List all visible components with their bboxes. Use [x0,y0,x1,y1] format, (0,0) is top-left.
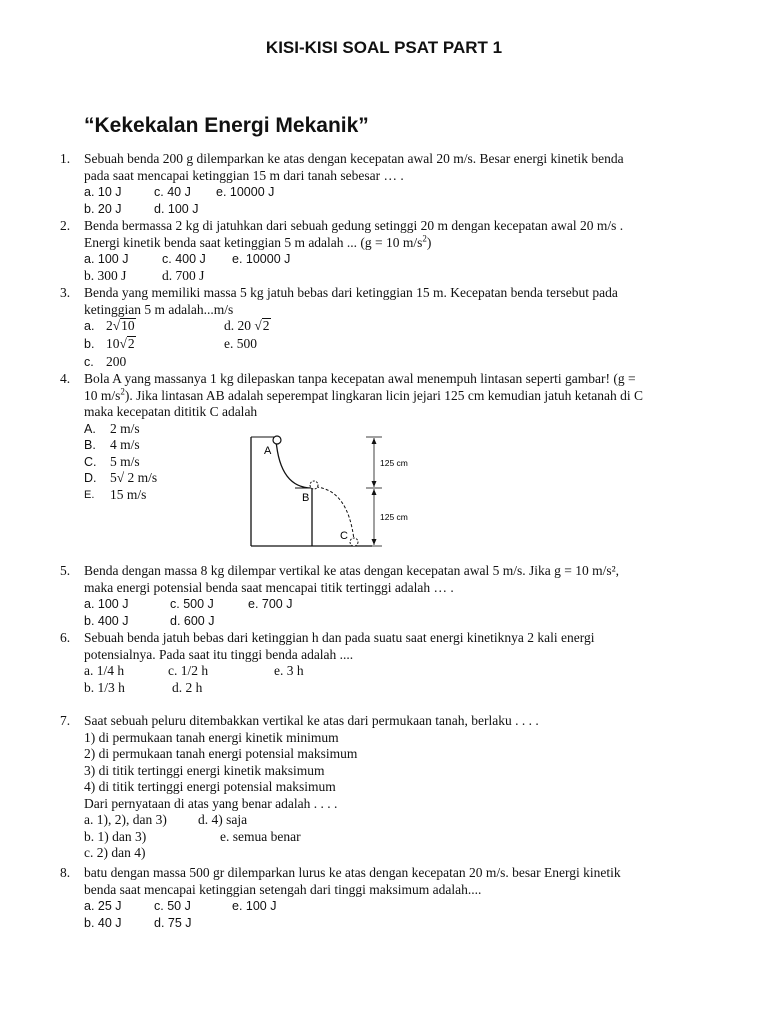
option-c: c. 40 J [154,185,191,199]
option-row [84,184,730,201]
question-stem: Benda yang memiliki massa 5 kg jatuh bebas dari ketinggian 15 m. Kecepatan benda tersebut pada ketinggian 5 m adalah...m/s [84,285,618,317]
option-b: b. 40 J [84,915,122,930]
option-row: A. 2 m/s [84,420,140,436]
option-b-letter: b. [84,337,95,351]
option-d: d. 20 √2 [224,318,270,333]
question-6 [60,630,730,696]
question-number: 8. [60,865,71,880]
option-b: b. 1/3 h [84,679,125,695]
option-row [84,336,730,354]
option-row [84,915,730,932]
ball-b-icon [310,481,318,489]
question-3 [60,285,730,371]
option-d: d. 600 J [170,613,215,628]
option-d: d. 75 J [154,915,192,930]
option-b: 10√2 [106,336,135,351]
question-number: 3. [60,285,71,300]
option-row: C. 5 m/s [84,453,140,469]
option-c: c. 500 J [170,597,214,611]
option-a: a. 1), 2), dan 3) [84,812,167,827]
option-d: d. 4) saja [198,812,248,827]
option-e: e. 500 [224,336,257,351]
option-c: c. 400 J [162,252,206,266]
question-stem: batu dengan massa 500 gr dilemparkan lurus ke atas dengan kecepatan 20 m/s. besar Energi kinetik benda saat mencapai ketinggian setengah dari tinggi maksimum adalah.... [84,865,621,897]
option-d: d. 100 J [154,201,199,216]
question-1 [60,151,730,217]
dimension-bottom: 125 cm [380,512,408,522]
question-prompt: Dari pernyataan di atas yang benar adalah . . . . [84,795,338,811]
question-number: 7. [60,713,71,728]
question-number: 4. [60,371,71,386]
option-d: 5√ 2 m/s [110,470,158,485]
question-stem: Sebuah benda jatuh bebas dari ketinggian h dan pada suatu saat energi kinetiknya 2 kali energi potensialnya. Pada saat itu tinggi benda adalah .... [84,630,595,662]
statement: 2) di permukaan tanah energi potensial maksimum [84,746,358,761]
option-row [84,829,730,846]
option-c: c. 2) dan 4) [84,845,146,860]
option-a: 2√10 [106,318,135,333]
option-row [84,251,730,268]
section-subtitle: “Kekekalan Energi Mekanik” [84,114,369,137]
option-row [84,680,730,697]
question-5 [60,563,730,629]
option-e: 15 m/s [110,486,147,502]
ball-a-icon [273,436,281,444]
question-number: 6. [60,630,71,645]
option-c: 200 [106,354,127,369]
quarter-circle-track-figure [250,432,425,550]
page-title: KISI-KISI SOAL PSAT PART 1 [265,38,503,57]
option-row [84,354,730,371]
option-a: 2 m/s [110,420,140,436]
option-b: b. 400 J [84,613,129,628]
option-row: B. 4 m/s [84,437,140,452]
option-a: a. 1/4 h [84,663,125,678]
option-c-letter: c. [84,355,94,369]
option-row [84,898,730,915]
option-d: d. 700 J [162,267,205,283]
option-row [84,812,730,829]
option-row [84,596,730,613]
option-a: a. 100 J [84,597,129,611]
option-e: e. 100 J [232,899,277,913]
option-d: d. 2 h [172,679,203,695]
option-e: e. 700 J [248,597,293,611]
option-a-letter: a. [84,319,95,333]
label-b: B [302,492,310,504]
option-e: e. 3 h [274,663,304,678]
option-row [84,613,730,630]
option-c: c. 1/2 h [168,663,209,678]
option-row [84,201,730,218]
question-stem: Benda bermassa 2 kg di jatuhkan dari sebuah gedung setinggi 20 m dengan kecepatan awal 20 m/s . Energi kinetik benda saat ketinggian 5 m adalah ... (g = 10 $m/s^2$) [84,218,624,250]
option-b: b. 20 J [84,201,122,216]
option-a: a. 10 J [84,185,122,199]
question-2 [60,218,730,284]
statement: 3) di titik tertinggi energi kinetik maksimum [84,762,325,778]
option-a: a. 100 J [84,252,129,266]
statement: 4) di titik tertinggi energi potensial maksimum [84,779,336,794]
question-number: 5. [60,563,71,578]
ball-c-icon [350,538,358,546]
option-c: 5 m/s [110,453,140,469]
question-stem: Sebuah benda 200 g dilemparkan ke atas dengan kecepatan awal 20 m/s. Besar energi kinetik benda pada saat mencapai ketinggian 15 m dari tanah sebesar … . [84,151,624,183]
question-number: 2. [60,218,71,233]
question-stem: Bola A yang massanya 1 kg dilepaskan tanpa kecepatan awal menempuh lintasan seperti gambar! (g = 10 $m/s^2$). Jika lintasan AB adalah seperempat lingkaran licin jejari 125 cm kemudian jatuh ketanah di C maka kecepatan dititik C adalah [84,371,643,419]
option-b: b. 1) dan 3) [84,828,147,844]
option-row: D. 5√ 2 m/s [84,470,158,485]
dimension-top: 125 cm [380,458,408,468]
question-number: 1. [60,151,71,166]
option-row: E. 15 m/s [84,486,147,502]
question-8 [60,865,730,931]
option-b: b. 300 J [84,267,127,283]
option-e: e. semua benar [220,828,301,844]
option-row [84,268,730,285]
question-7 [60,713,730,862]
label-a: A [264,445,272,457]
option-a: a. 25 J [84,899,122,913]
statement: 1) di permukaan tanah energi kinetik minimum [84,729,339,745]
question-stem: Saat sebuah peluru ditembakkan vertikal ke atas dari permukaan tanah, berlaku . . . . [84,713,539,728]
option-e: e. 10000 J [232,252,291,266]
option-row [84,845,730,862]
option-c: c. 50 J [154,899,191,913]
label-c: C [340,530,348,542]
option-row [84,318,730,336]
option-row [84,663,730,680]
option-e: e. 10000 J [216,185,275,199]
option-b: 4 m/s [110,437,140,452]
question-stem: Benda dengan massa 8 kg dilempar vertikal ke atas dengan kecepatan awal 5 m/s. Jika g = 10 m/s², maka energi potensial benda saat mencapai titik tertinggi adalah … . [84,563,620,595]
